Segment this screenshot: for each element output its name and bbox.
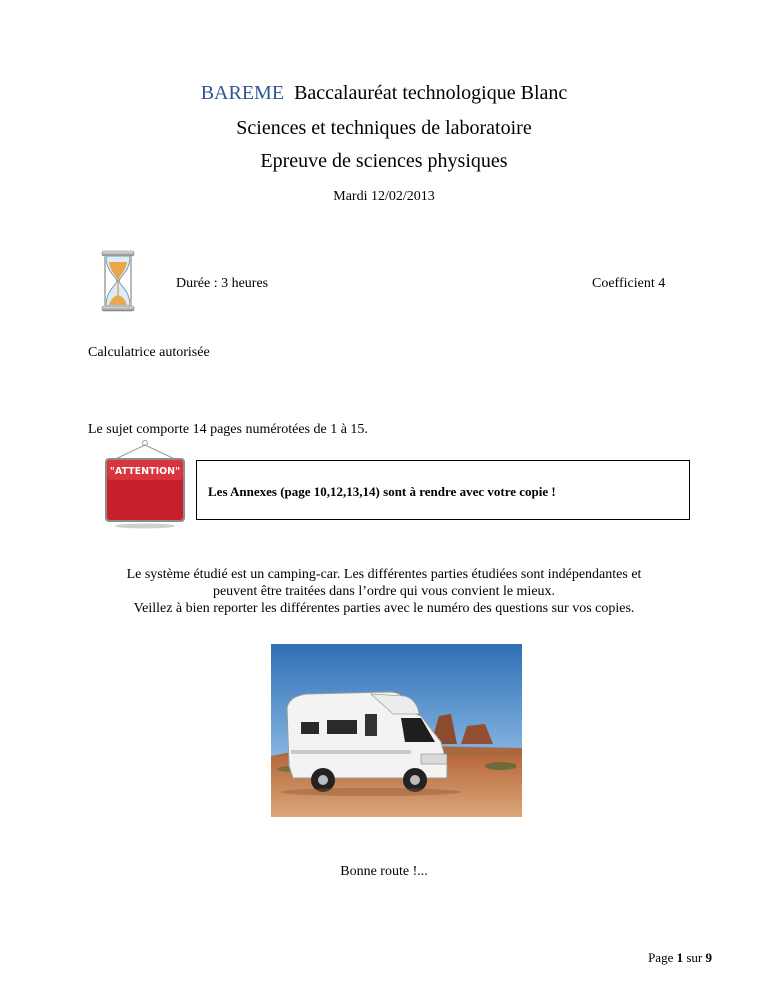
page-number (648, 950, 712, 966)
calculator-note: Calculatrice autorisée (88, 345, 210, 360)
closing-text: Bonne route !... (340, 864, 428, 879)
annex-notice-text: Les Annexes (page 10,12,13,14) sont à rendre avec votre copie ! (208, 484, 556, 499)
exam-epreuve: Epreuve de sciences physiques (260, 150, 508, 172)
exam-title-text: Baccalauréat technologique Blanc (294, 82, 568, 104)
bareme-label: BAREME (200, 82, 285, 104)
page-current: 1 (676, 950, 684, 965)
intro-line-2: peuvent être traitées dans l’ordre qui vous convient le mieux. (212, 584, 556, 599)
exam-date: Mardi 12/02/2013 (333, 189, 435, 204)
intro-line-1: Le système étudié est un camping-car. Les différentes parties étudiées sont indépendantes et (126, 567, 642, 582)
page-total: 9 (705, 950, 712, 965)
camping-car-photo (271, 644, 522, 817)
exam-title (0, 82, 768, 105)
attention-sign-icon (103, 440, 187, 530)
exam-subtitle: Sciences et techniques de laboratoire (236, 117, 532, 139)
attention-sign-label: "ATTENTION" (109, 466, 181, 477)
intro-paragraph (0, 566, 768, 617)
subject-pages-note: Le sujet comporte 14 pages numérotées de 1 à 15. (88, 422, 368, 437)
sur-word: sur (686, 950, 703, 965)
duration-text: Durée : 3 heures (176, 276, 269, 291)
hourglass-icon (100, 250, 136, 312)
coefficient-text: Coefficient 4 (592, 276, 666, 291)
intro-line-3: Veillez à bien reporter les différentes parties avec le numéro des questions sur vos copies. (133, 601, 635, 616)
page-word: Page (648, 950, 674, 965)
